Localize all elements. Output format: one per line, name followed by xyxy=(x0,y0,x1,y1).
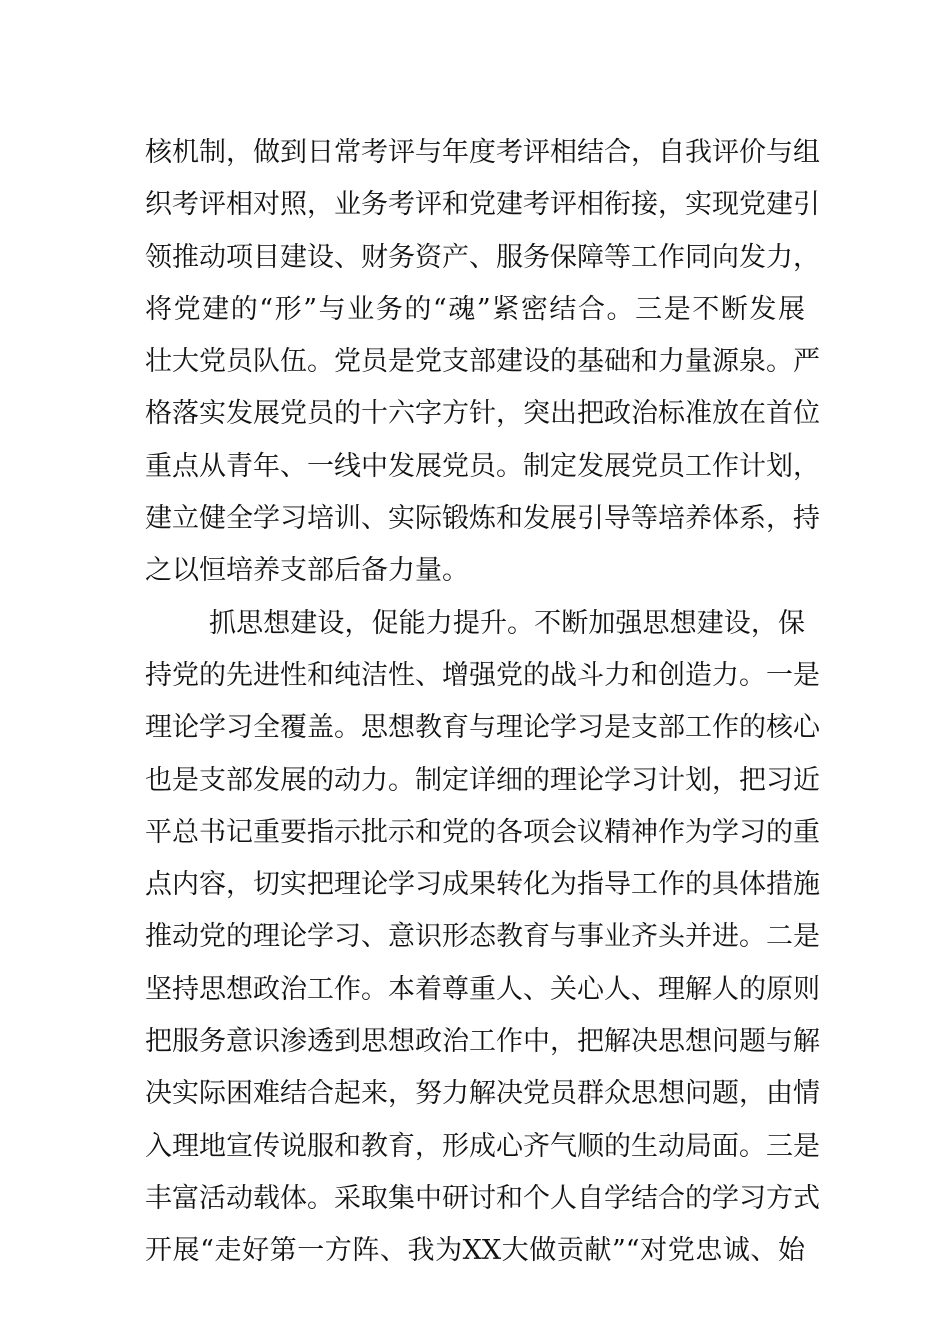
text-line: 格落实发展党员的十六字方针，突出把政治标准放在首位 xyxy=(145,398,820,430)
text-line: 核机制，做到日常考评与年度考评相结合，自我评价与组 xyxy=(145,137,820,168)
text-line: 坚持思想政治工作。本着尊重人、关心人、理解人的原则 xyxy=(145,973,820,1005)
text-line: 把服务意识渗透到思想政治工作中，把解决思想问题与解 xyxy=(145,1026,820,1058)
text-line: 重点从青年、一线中发展党员。制定发展党员工作计划， xyxy=(145,450,820,482)
text-line: 建立健全学习培训、实际锻炼和发展引导等培养体系，持 xyxy=(145,503,820,535)
text-line: 入理地宣传说服和教育，形成心齐气顺的生动局面。三是 xyxy=(145,1130,820,1162)
text-line: 领推动项目建设、财务资产、服务保障等工作同向发力， xyxy=(145,241,820,273)
text-line: 之以恒培养支部后备力量。 xyxy=(145,555,469,587)
text-line: 决实际困难结合起来，努力解决党员群众思想问题，由情 xyxy=(145,1078,820,1110)
text-line: 持党的先进性和纯洁性、增强党的战斗力和创造力。一是 xyxy=(145,659,820,691)
text-line: 抓思想建设，促能力提升。不断加强思想建设，保 xyxy=(209,607,805,639)
text-line: 推动党的理论学习、意识形态教育与事业齐头并进。二是 xyxy=(145,921,820,953)
text-line: 点内容，切实把理论学习成果转化为指导工作的具体措施 xyxy=(145,869,820,901)
document-body xyxy=(145,127,820,1278)
text-line: 丰富活动载体。采取集中研讨和个人自学结合的学习方式 xyxy=(145,1182,820,1214)
text-line: 将党建的“形”与业务的“魂”紧密结合。三是不断发展 xyxy=(145,293,805,325)
text-line: 也是支部发展的动力。制定详细的理论学习计划，把习近 xyxy=(145,764,820,796)
text-line: 理论学习全覆盖。思想教育与理论学习是支部工作的核心 xyxy=(145,712,820,744)
text-line: 开展“走好第一方阵、我为XX大做贡献”“对党忠诚、始 xyxy=(145,1235,805,1267)
text-line: 织考评相对照，业务考评和党建考评相衔接，实现党建引 xyxy=(145,189,820,221)
text-line: 壮大党员队伍。党员是党支部建设的基础和力量源泉。严 xyxy=(145,346,820,378)
text-line: 平总书记重要指示批示和党的各项会议精神作为学习的重 xyxy=(145,816,820,848)
